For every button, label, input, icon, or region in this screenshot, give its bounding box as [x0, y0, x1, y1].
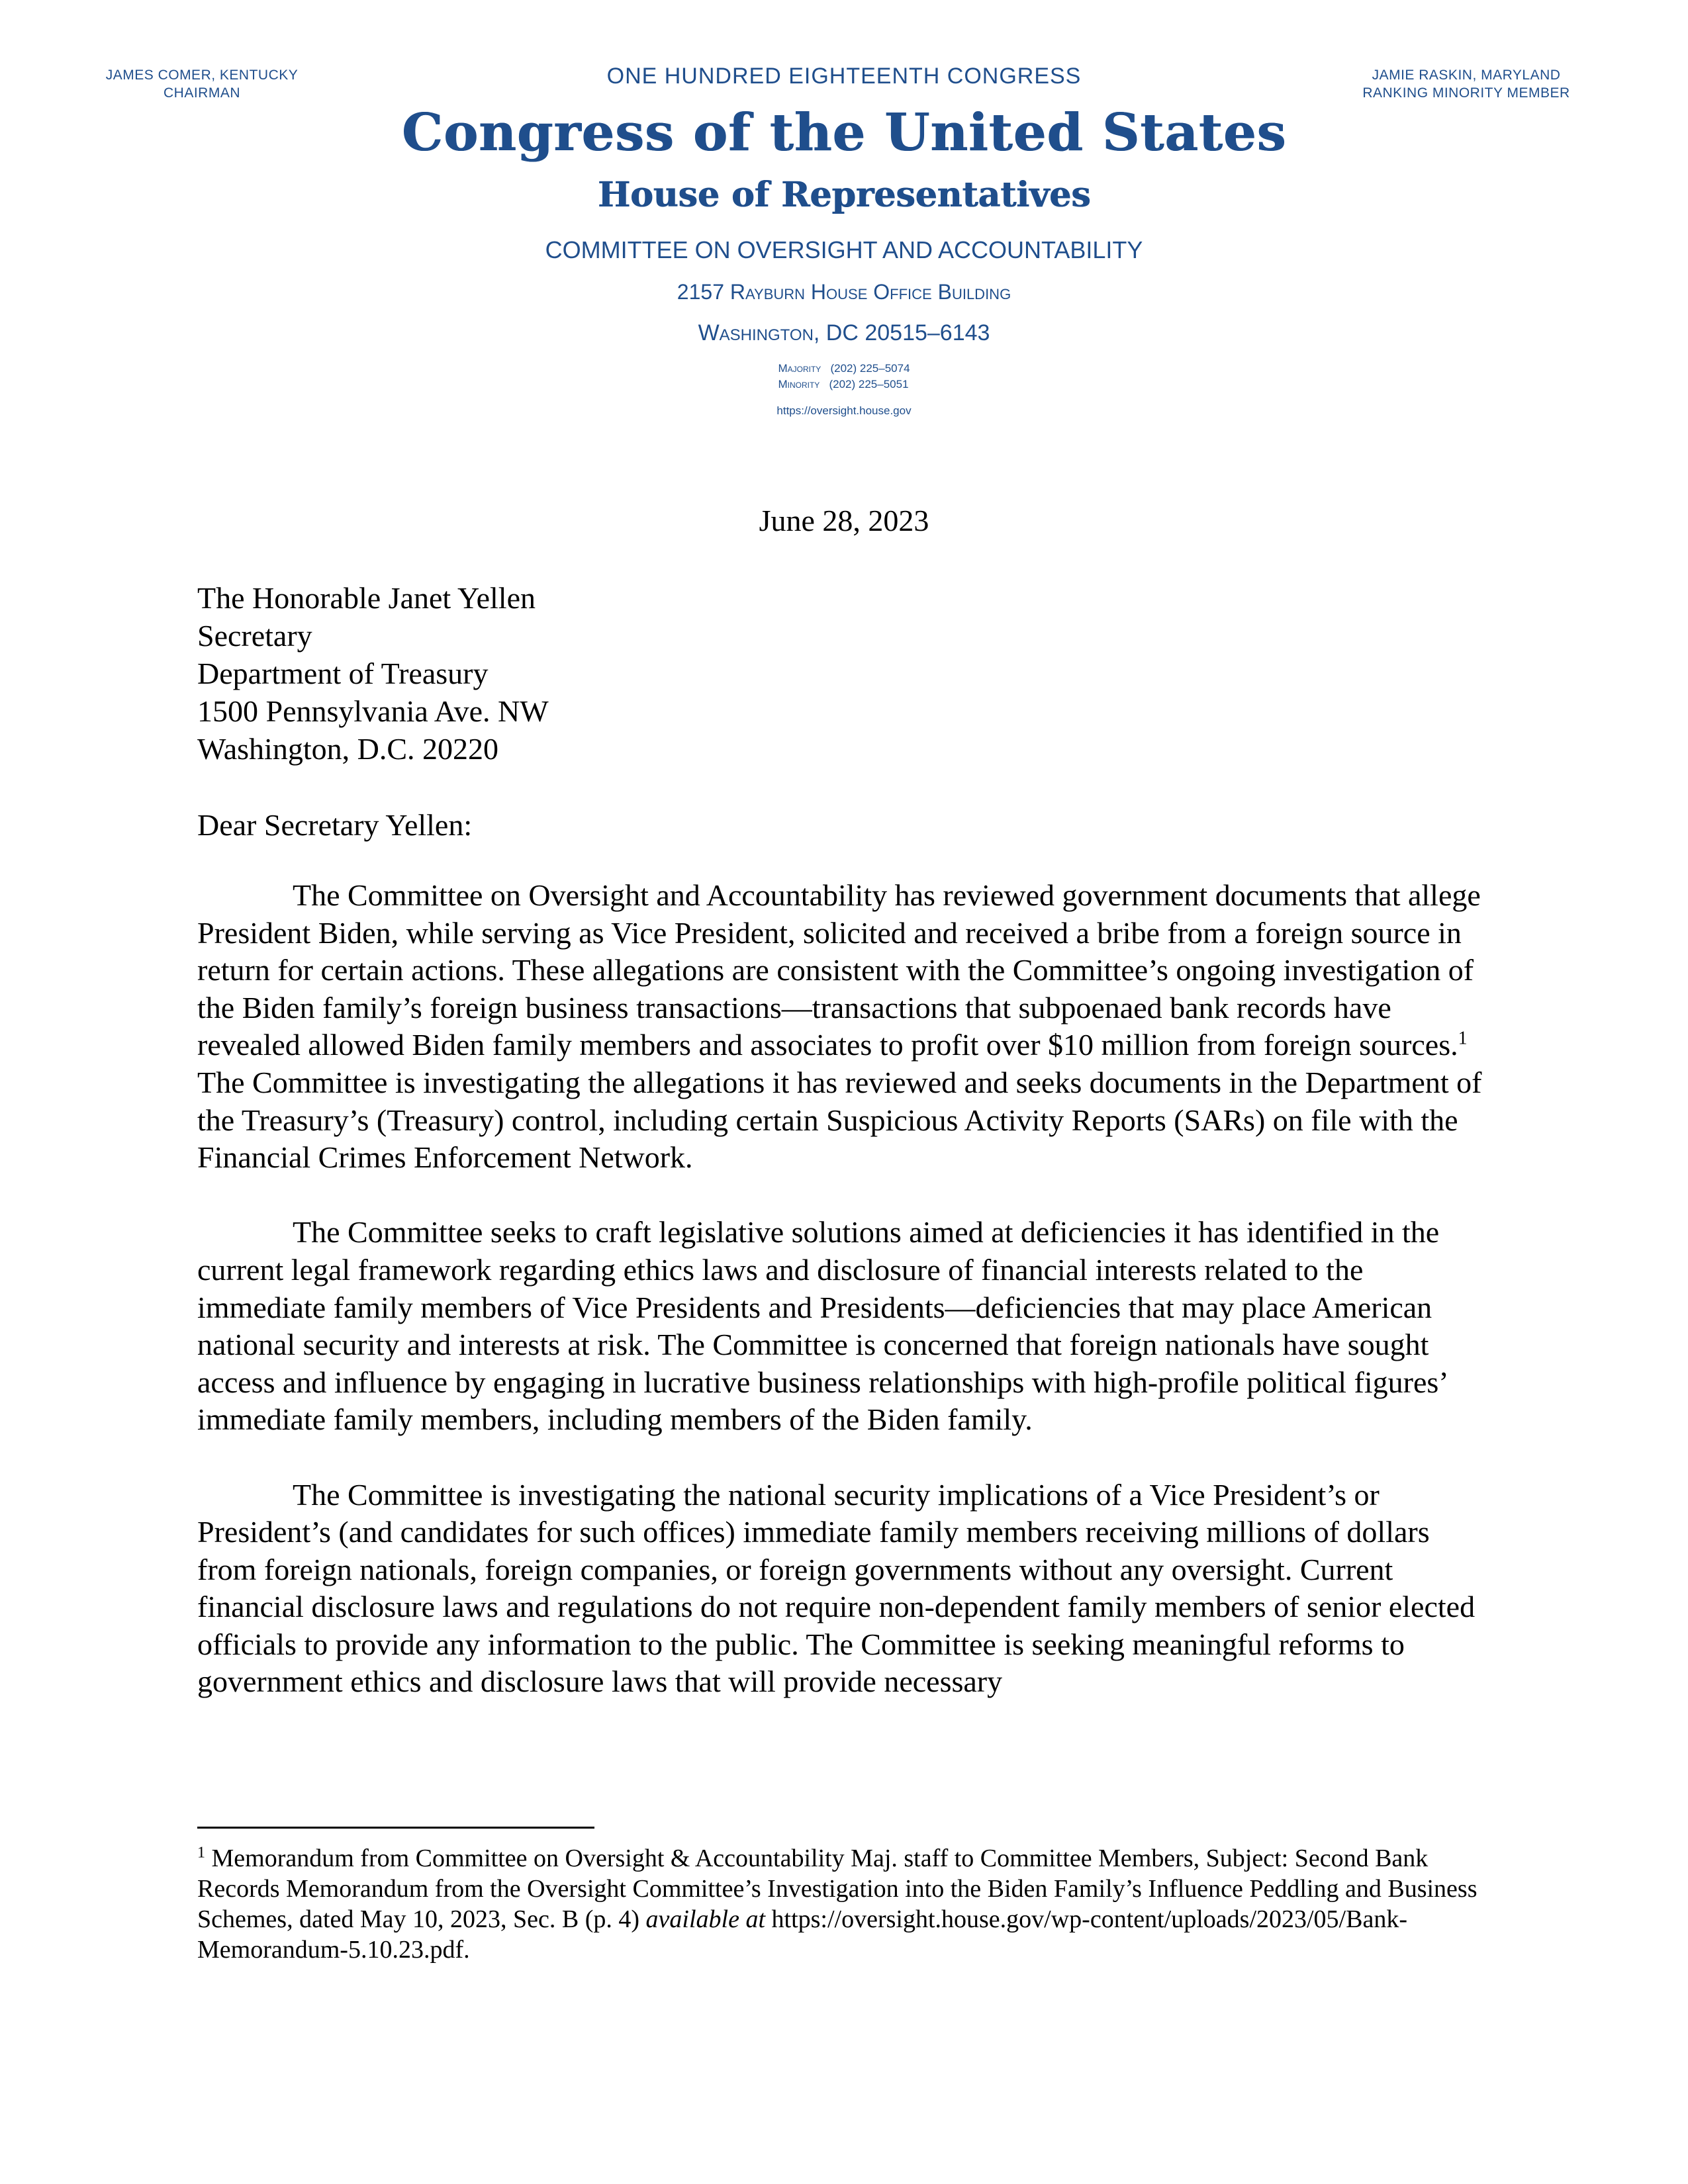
- phone-block: [381, 361, 1307, 392]
- address-line: Secretary: [197, 619, 312, 653]
- address-line: 1500 Pennsylvania Ave. NW: [197, 694, 549, 728]
- chairman-name: JAMES COMER, KENTUCKY: [105, 68, 299, 83]
- chairman-block: [99, 66, 305, 102]
- majority-phone: (202) 225–5074: [830, 362, 910, 375]
- letterhead: [0, 0, 1688, 463]
- salutation: Dear Secretary Yellen:: [197, 808, 473, 842]
- ranking-member-title: RANKING MINORITY MEMBER: [1362, 85, 1570, 101]
- address-line: Department of Treasury: [197, 657, 489, 690]
- minority-phone: (202) 225–5051: [829, 378, 909, 390]
- letter-body: [197, 877, 1495, 1739]
- congress-number: ONE HUNDRED EIGHTEENTH CONGRESS: [606, 64, 1082, 89]
- letterhead-center: [381, 60, 1307, 418]
- footnote-ref[interactable]: 1: [1458, 1028, 1468, 1050]
- paragraph-3: The Committee is investigating the national security implications of a Vice President’s or President’s (and candidates for such offices) immediate family members receiving millions of dollars from foreign nationals, foreign companies, or foreign governments without any oversight. Current financial disclosure laws and regulations do not require non-dependent family members of senior elected officials to provide any information to the public. The Committee is seeking meaningful reforms to government ethics and disclosure laws that will provide necessary: [197, 1477, 1476, 1699]
- congress-title: Congress of the United States: [401, 103, 1287, 163]
- minority-label: Minority: [778, 378, 820, 390]
- footnote-url[interactable]: https://oversight.house.gov/wp-content/uploads/2023/05/Bank-Memorandum-5.10.23.pdf.: [197, 1905, 1407, 1964]
- committee-name: COMMITTEE ON OVERSIGHT AND ACCOUNTABILITY: [545, 236, 1143, 263]
- city-address: Washington, DC 20515–6143: [698, 320, 990, 345]
- paragraph-1: [197, 877, 1495, 1177]
- footnote-text: Memorandum from Committee on Oversight & Accountability Maj. staff to Committee Members, Subject: Second Bank Records Memorandum from the Oversight Committee’s Investigation into the Biden Family’s Influence Peddling and Business Schemes, dated May 10, 2023, Sec. B (p. 4): [197, 1844, 1477, 1933]
- chairman-title: CHAIRMAN: [163, 85, 240, 101]
- paragraph-1-text-cont: The Committee is investigating the allegations it has reviewed and seeks documents in the Department of the Treasury’s (Treasury) control, including certain Suspicious Activity Reports (SARs) on file with the Financial Crimes Enforcement Network.: [197, 1065, 1482, 1175]
- website-link[interactable]: https://oversight.house.gov: [776, 404, 912, 417]
- paragraph-1-text: The Committee on Oversight and Accountability has reviewed government documents that allege President Biden, while serving as Vice President, solicited and received a bribe from a foreign source in return for certain actions. These allegations are consistent with the Committee’s ongoing investigation of the Biden family’s foreign business transactions—transactions that subpoenaed bank records have revealed allowed Biden family members and associates to profit over $10 million from foreign sources.: [197, 878, 1481, 1062]
- recipient-address: [197, 579, 549, 768]
- paragraph-2: The Committee seeks to craft legislative solutions aimed at deficiencies it has identified in the current legal framework regarding ethics laws and disclosure of financial interests related to the immediate family members of Vice Presidents and Presidents—deficiencies that may place American national security and interests at risk. The Committee is concerned that foreign nationals have sought access and influence by engaging in lucrative business relationships with high-profile political figures’ immediate family members, including members of the Biden family.: [197, 1215, 1447, 1437]
- footnote-divider: [197, 1827, 594, 1829]
- footnote: [197, 1843, 1495, 1965]
- letter-date: June 28, 2023: [759, 504, 929, 537]
- address-line: Washington, D.C. 20220: [197, 732, 499, 766]
- ranking-member-name: JAMIE RASKIN, MARYLAND: [1372, 68, 1561, 83]
- address-line: The Honorable Janet Yellen: [197, 581, 536, 615]
- footnote-italic: available at: [645, 1905, 766, 1933]
- building-address: 2157 Rayburn House Office Building: [677, 280, 1011, 304]
- house-title: House of Representatives: [597, 175, 1091, 215]
- ranking-member-block: [1344, 66, 1589, 102]
- majority-label: Majority: [778, 362, 821, 375]
- footnote-marker: 1: [197, 1844, 205, 1862]
